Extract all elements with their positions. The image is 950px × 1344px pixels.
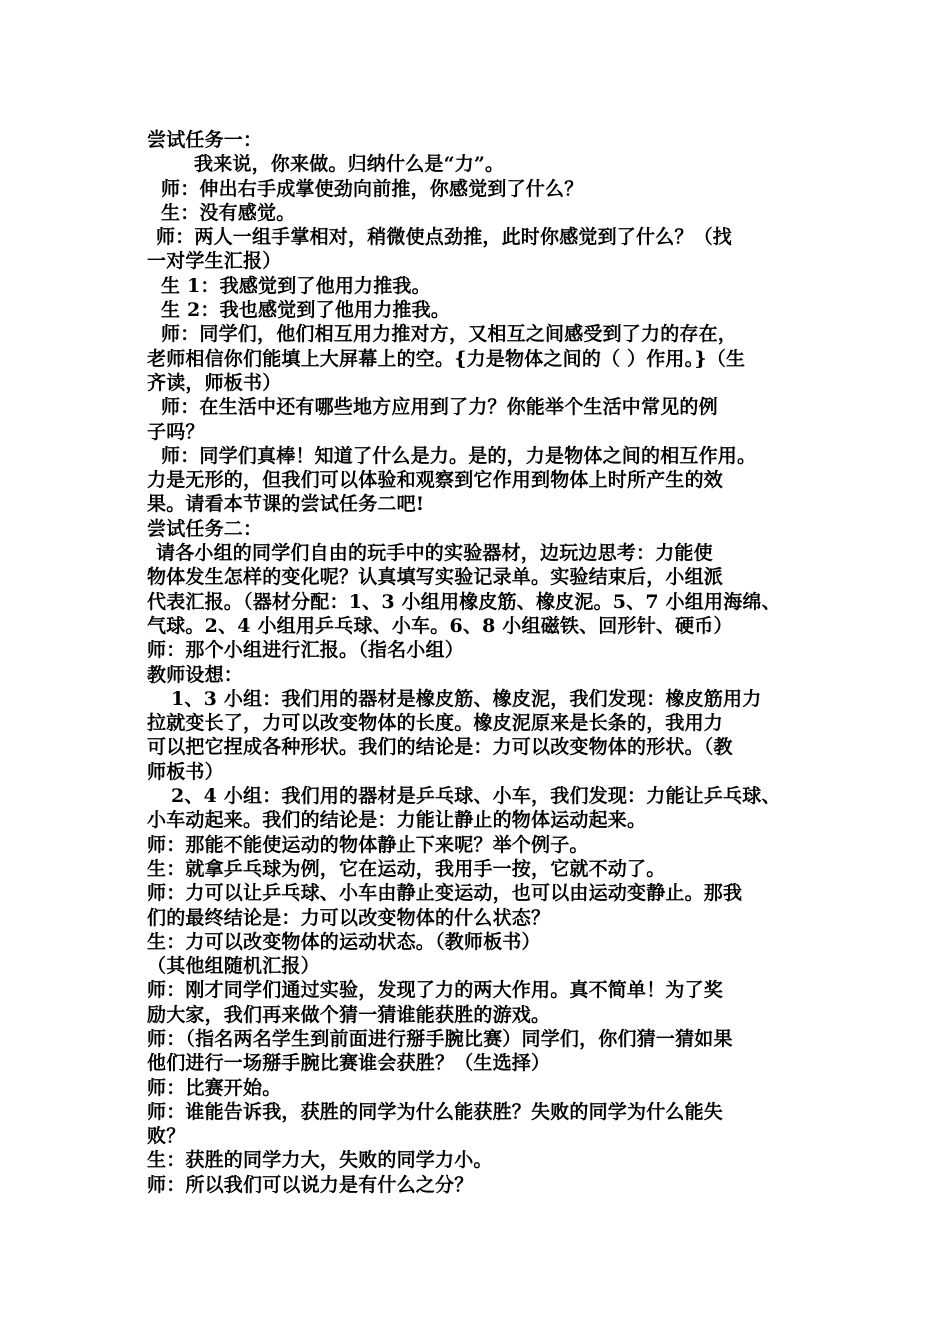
text-line: 拉就变长了，力可以改变物体的长度。橡皮泥原来是长条的，我用力 xyxy=(147,712,724,735)
text-line: 们的最终结论是：力可以改变物体的什么状态？ xyxy=(147,906,551,929)
text-line: 生：就拿乒乓球为例，它在运动，我用手一按，它就不动了。 xyxy=(147,857,666,880)
text-line: 生：没有感觉。 xyxy=(161,201,296,224)
text-line: 齐读，师板书） xyxy=(147,371,282,394)
text-line: 师板书） xyxy=(147,760,224,783)
text-line: 代表汇报。（器材分配：1、3 小组用橡皮筋、橡皮泥。5、7 小组用海绵、 xyxy=(147,590,781,613)
text-line: 生 1：我感觉到了他用力推我。 xyxy=(161,274,431,297)
text-line: 败？ xyxy=(147,1125,186,1148)
text-line: 气球。2、4 小组用乒乓球、小车。6、8 小组磁铁、回形针、硬币） xyxy=(147,614,733,637)
text-line: 1、3 小组：我们用的器材是橡皮筋、橡皮泥，我们发现：橡皮筋用力 xyxy=(171,687,762,710)
text-line: 师：那个小组进行汇报。（指名小组） xyxy=(147,639,464,662)
text-line: 老师相信你们能填上大屏幕上的空。{力是物体之间的（ ）作用。}（生 xyxy=(147,347,746,370)
text-line: 生：获胜的同学力大，失败的同学力小。 xyxy=(147,1149,493,1172)
text-line: （其他组随机汇报） xyxy=(147,955,320,978)
text-line: 果。请看本节课的尝试任务二吧! xyxy=(147,493,425,516)
text-line: 物体发生怎样的变化呢？认真填写实验记录单。实验结束后，小组派 xyxy=(147,566,724,589)
text-line: 我来说，你来做。归纳什么是“力”。 xyxy=(194,153,505,176)
section-heading-teacher-plan: 教师设想： xyxy=(147,663,244,686)
text-line: 师：比赛开始。 xyxy=(147,1076,282,1099)
section-heading-task-2: 尝试任务二： xyxy=(147,517,263,540)
text-line: 生：力可以改变物体的运动状态。（教师板书） xyxy=(147,930,541,953)
text-line: 小车动起来。我们的结论是：力能让静止的物体运动起来。 xyxy=(147,809,647,832)
text-line: 师：刚才同学们通过实验，发现了力的两大作用。真不简单！为了奖 xyxy=(147,979,724,1002)
text-line: 师：那能不能使运动的物体静止下来呢？举个例子。 xyxy=(147,833,589,856)
text-line: 一对学生汇报） xyxy=(147,250,282,273)
text-line: 可以把它捏成各种形状。我们的结论是：力可以改变物体的形状。（教 xyxy=(147,736,733,759)
text-line: 他们进行一场掰手腕比赛谁会获胜？（生选择） xyxy=(147,1052,551,1075)
text-line: 励大家，我们再来做个猜一猜谁能获胜的游戏。 xyxy=(147,1003,551,1026)
text-line: 师：（指名两名学生到前面进行掰手腕比赛）同学们，你们猜一猜如果 xyxy=(147,1027,733,1050)
text-line: 师：两人一组手掌相对，稍微使点劲推，此时你感觉到了什么？（找 xyxy=(156,226,733,249)
lesson-text xyxy=(147,128,812,1197)
text-line: 师：伸出右手成掌使劲向前推，你感觉到了什么？ xyxy=(161,177,584,200)
text-line: 请各小组的同学们自由的玩手中的实验器材，边玩边思考：力能使 xyxy=(156,542,713,565)
text-line: 师：谁能告诉我，获胜的同学为什么能获胜？失败的同学为什么能失 xyxy=(147,1100,724,1123)
text-line: 师：力可以让乒乓球、小车由静止变运动，也可以由运动变静止。那我 xyxy=(147,882,743,905)
text-line: 师：在生活中还有哪些地方应用到了力？你能举个生活中常见的例 xyxy=(161,396,718,419)
text-line: 子吗？ xyxy=(147,420,205,443)
text-line: 生 2：我也感觉到了他用力推我。 xyxy=(161,299,451,322)
text-line: 力是无形的，但我们可以体验和观察到它作用到物体上时所产生的效 xyxy=(147,469,724,492)
text-line: 师：同学们，他们相互用力推对方，又相互之间感受到了力的存在， xyxy=(161,323,738,346)
section-heading-task-1: 尝试任务一： xyxy=(147,129,263,151)
text-line: 师：同学们真棒！知道了什么是力。是的，力是物体之间的相互作用。 xyxy=(161,444,757,467)
text-line: 2、4 小组：我们用的器材是乒乓球、小车，我们发现：力能让乒乓球、 xyxy=(171,785,781,808)
text-line: 师：所以我们可以说力是有什么之分？ xyxy=(147,1173,474,1196)
